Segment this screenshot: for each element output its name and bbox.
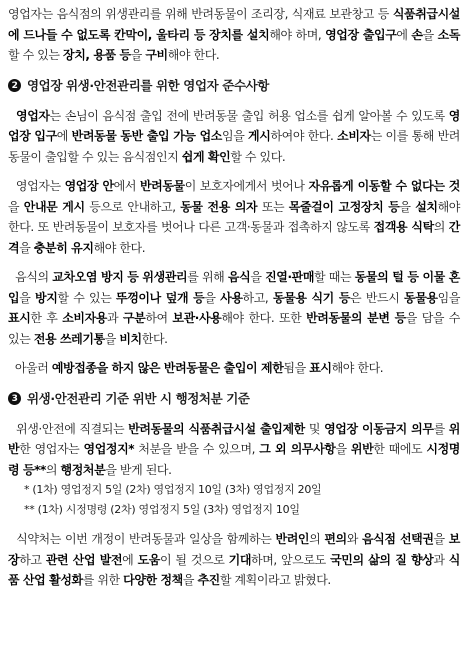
emphasis: 구비 bbox=[145, 48, 168, 62]
text: 을 bbox=[335, 442, 351, 456]
emphasis: 음식점 선택권 bbox=[361, 532, 434, 546]
paragraph-closing-remarks bbox=[8, 529, 460, 591]
text: 해야 한다. bbox=[331, 361, 384, 375]
section-title: 영업장 위생·안전관리를 위한 영업자 준수사항 bbox=[27, 77, 269, 93]
paragraph-movement-restriction bbox=[8, 176, 460, 258]
spacer bbox=[8, 410, 460, 419]
section-heading-2 bbox=[8, 75, 460, 97]
text: 에 bbox=[56, 129, 72, 143]
emphasis: 반려동물 동반 출입 가능 업소 bbox=[71, 129, 222, 143]
intro-paragraph bbox=[8, 4, 460, 66]
text: 식약처는 이번 개정이 반려동물과 일상을 함께하는 bbox=[16, 532, 276, 546]
spacer bbox=[8, 349, 460, 358]
text: 해야 하며, bbox=[269, 27, 326, 42]
text: 해야 한다. 또한 bbox=[221, 311, 307, 325]
emphasis: 동물용 식기 등 bbox=[272, 290, 351, 305]
emphasis: 교차오염 방지 등 위생관리 bbox=[52, 270, 188, 284]
emphasis: 동물용 bbox=[404, 290, 438, 305]
spacer bbox=[8, 379, 460, 388]
text: 아울러 bbox=[14, 361, 52, 375]
emphasis: 반려동물의 식품취급시설 출입제한 bbox=[128, 421, 305, 436]
emphasis: 전용 쓰레기통 bbox=[33, 331, 105, 346]
emphasis: 영업장 이동금지 의무 bbox=[324, 421, 434, 436]
emphasis: 접객용 식탁 bbox=[373, 220, 434, 234]
text: 할 수 있다. bbox=[230, 149, 286, 164]
emphasis: 동물의 털 등 이물 혼입 bbox=[8, 270, 460, 305]
section-title: 위생·안전관리 기준 위반 시 행정처분 기준 bbox=[27, 390, 250, 406]
text: 을 bbox=[8, 199, 24, 214]
emphasis: 설치 bbox=[415, 199, 438, 214]
text: 는 손님이 음식점 출입 전에 반려동물 출입 허용 업소를 쉽게 알아볼 수 있도록 bbox=[49, 108, 449, 123]
section-number-badge: 3 bbox=[8, 392, 21, 405]
emphasis: 게시 bbox=[248, 129, 271, 143]
text: 과 bbox=[107, 311, 123, 325]
text: 을 bbox=[250, 270, 266, 284]
emphasis: 추진 bbox=[197, 573, 220, 587]
emphasis: 간격 bbox=[8, 220, 460, 255]
text: 할 때는 bbox=[314, 270, 355, 284]
text: 을 bbox=[104, 331, 120, 346]
spacer bbox=[8, 520, 460, 529]
text: 을 bbox=[130, 48, 146, 62]
emphasis: 영업장 안 bbox=[64, 179, 114, 193]
text: 됨을 bbox=[283, 361, 310, 375]
emphasis: 음식 bbox=[227, 270, 251, 284]
emphasis: 예방접종을 하지 않은 반려동물은 출입이 제한 bbox=[51, 361, 284, 375]
text: 할 수 있는 bbox=[57, 290, 117, 305]
emphasis: 영업장 입구 bbox=[8, 108, 460, 143]
text: 을 bbox=[19, 240, 34, 255]
emphasis: 영업정지* bbox=[83, 442, 135, 456]
text: 이 될 것으로 bbox=[159, 552, 229, 567]
emphasis: 위반 bbox=[350, 442, 374, 456]
emphasis: 소비자 bbox=[337, 129, 371, 143]
text: 임을 bbox=[222, 129, 249, 143]
text: 하고 bbox=[19, 552, 46, 567]
text: 의 bbox=[433, 220, 449, 234]
text: 을 bbox=[204, 290, 221, 305]
paragraph-vaccination bbox=[8, 358, 460, 379]
text: 을 bbox=[182, 573, 198, 587]
text: 한 영업자는 bbox=[19, 442, 84, 456]
emphasis: 관련 산업 발전 bbox=[45, 552, 123, 567]
paragraph-administrative-penalty bbox=[8, 419, 460, 481]
emphasis: 표시 bbox=[8, 311, 31, 325]
text: 한 때에도 bbox=[373, 442, 427, 456]
paragraph-hygiene-management bbox=[8, 267, 460, 349]
text: 은 반드시 bbox=[350, 290, 405, 305]
text: 에 bbox=[122, 552, 138, 567]
emphasis: 뚜껑이나 덮개 등 bbox=[116, 290, 205, 305]
text: 이 보호자에게서 벗어나 bbox=[184, 179, 309, 193]
emphasis: 식품취급시설에 드나들 수 없도록 칸막이, 울타리 등 장치를 설치 bbox=[8, 7, 460, 42]
text: 해야 한다. bbox=[167, 48, 220, 62]
emphasis: 보장 bbox=[8, 532, 460, 567]
spacer bbox=[8, 97, 460, 106]
text: 영업자는 bbox=[15, 179, 65, 193]
emphasis: 시정명령 등** bbox=[8, 442, 460, 477]
text: 의 bbox=[309, 532, 325, 546]
section-heading-3 bbox=[8, 388, 460, 410]
text: 해야 한다. 또 반려동물이 보호자를 벗어나 다른 고객·동물과 접촉하지 않도록 bbox=[8, 199, 460, 234]
text: 는 이를 통해 반려동물이 출입할 수 있는 음식점인지 bbox=[8, 129, 460, 164]
emphasis: 식품 산업 활성화 bbox=[8, 552, 460, 587]
text: 을 bbox=[399, 199, 416, 214]
text: 임을 bbox=[437, 290, 461, 305]
emphasis: 소독 bbox=[437, 27, 461, 42]
text: 할 수 있는 bbox=[8, 48, 64, 62]
text: 영업자는 음식점의 위생관리를 위해 반려동물이 조리장, 식재료 보관창고 등 bbox=[8, 7, 393, 21]
text: 한다. bbox=[141, 331, 168, 346]
emphasis: 영업자 bbox=[16, 108, 50, 123]
emphasis: 소비자용 bbox=[62, 311, 107, 325]
emphasis: 다양한 정책 bbox=[123, 573, 183, 587]
text: 할 계획이라고 밝혔다. bbox=[219, 573, 331, 587]
text: 하고, bbox=[242, 290, 273, 305]
text: 음식의 bbox=[15, 270, 53, 284]
emphasis: 안내문 게시 bbox=[23, 199, 85, 214]
text: 을 bbox=[19, 290, 36, 305]
text: 을 담을 수 있는 bbox=[8, 311, 461, 346]
emphasis: 장치, 용품 등 bbox=[63, 48, 131, 62]
emphasis: 표시 bbox=[309, 361, 332, 375]
emphasis: 동물 전용 의자 bbox=[180, 199, 258, 214]
emphasis: 비치 bbox=[119, 331, 142, 346]
text: 하여 bbox=[145, 311, 173, 325]
text: 을 bbox=[422, 27, 438, 42]
emphasis: 목줄걸이 고정장치 등 bbox=[288, 199, 400, 214]
footnote-corrective-order: ** (1차) 시정명령 (2차) 영업정지 5일 (3차) 영업정지 10일 bbox=[24, 503, 300, 516]
text: 을 bbox=[433, 532, 449, 546]
text: 하여야 한다. bbox=[270, 129, 338, 143]
emphasis: 충분히 유지 bbox=[33, 240, 94, 255]
emphasis: 반려동물 bbox=[139, 179, 185, 193]
emphasis: 보관·사용 bbox=[172, 311, 222, 325]
text: 과 bbox=[433, 552, 449, 567]
emphasis: 방지 bbox=[35, 290, 58, 305]
emphasis: 반려동물의 분변 등 bbox=[306, 311, 406, 325]
emphasis: 기대 bbox=[228, 552, 252, 567]
spacer bbox=[8, 66, 460, 75]
emphasis: 구분 bbox=[122, 311, 146, 325]
emphasis: 영업장 출입구 bbox=[325, 27, 397, 42]
emphasis: 쉽게 확인 bbox=[181, 149, 231, 164]
text: 와 bbox=[346, 532, 362, 546]
text: 를 bbox=[433, 421, 449, 436]
emphasis: 진열·판매 bbox=[265, 270, 315, 284]
text: 를 위한 bbox=[82, 573, 124, 587]
text: 위생·안전에 직결되는 bbox=[16, 421, 129, 436]
text: 을 받게 된다. bbox=[105, 462, 172, 477]
emphasis: 자유롭게 이동할 수 없다는 것 bbox=[308, 179, 460, 193]
text: 해야 한다. bbox=[93, 240, 146, 255]
text: 처분을 받을 수 있으며, bbox=[134, 442, 260, 456]
emphasis: 행정처분 bbox=[60, 462, 106, 477]
text: 또는 bbox=[257, 199, 289, 214]
emphasis: 사용 bbox=[220, 290, 243, 305]
emphasis: 반려인 bbox=[275, 532, 310, 546]
text: 및 bbox=[304, 421, 325, 436]
spacer bbox=[8, 167, 460, 176]
text: 하며, 앞으로도 bbox=[251, 552, 331, 567]
text: 의 bbox=[45, 462, 61, 477]
text: 에 bbox=[396, 27, 412, 42]
emphasis: 그 외 의무사항 bbox=[259, 442, 336, 456]
footnote-business-suspension: * (1차) 영업정지 5일 (2차) 영업정지 10일 (3차) 영업정지 20일 bbox=[24, 483, 322, 496]
emphasis: 손 bbox=[411, 27, 423, 42]
paragraph-entrance-notice bbox=[8, 106, 460, 168]
emphasis: 국민의 삶의 질 향상 bbox=[330, 552, 434, 567]
emphasis: 도움 bbox=[137, 552, 160, 567]
section-number-badge: 2 bbox=[8, 79, 21, 92]
emphasis: 위반 bbox=[8, 421, 460, 456]
emphasis: 편의 bbox=[324, 532, 347, 546]
text: 를 위해 bbox=[187, 270, 228, 284]
spacer bbox=[8, 258, 460, 267]
text: 한 후 bbox=[30, 311, 63, 325]
text: 등으로 안내하고, bbox=[84, 199, 181, 214]
text: 에서 bbox=[113, 179, 140, 193]
